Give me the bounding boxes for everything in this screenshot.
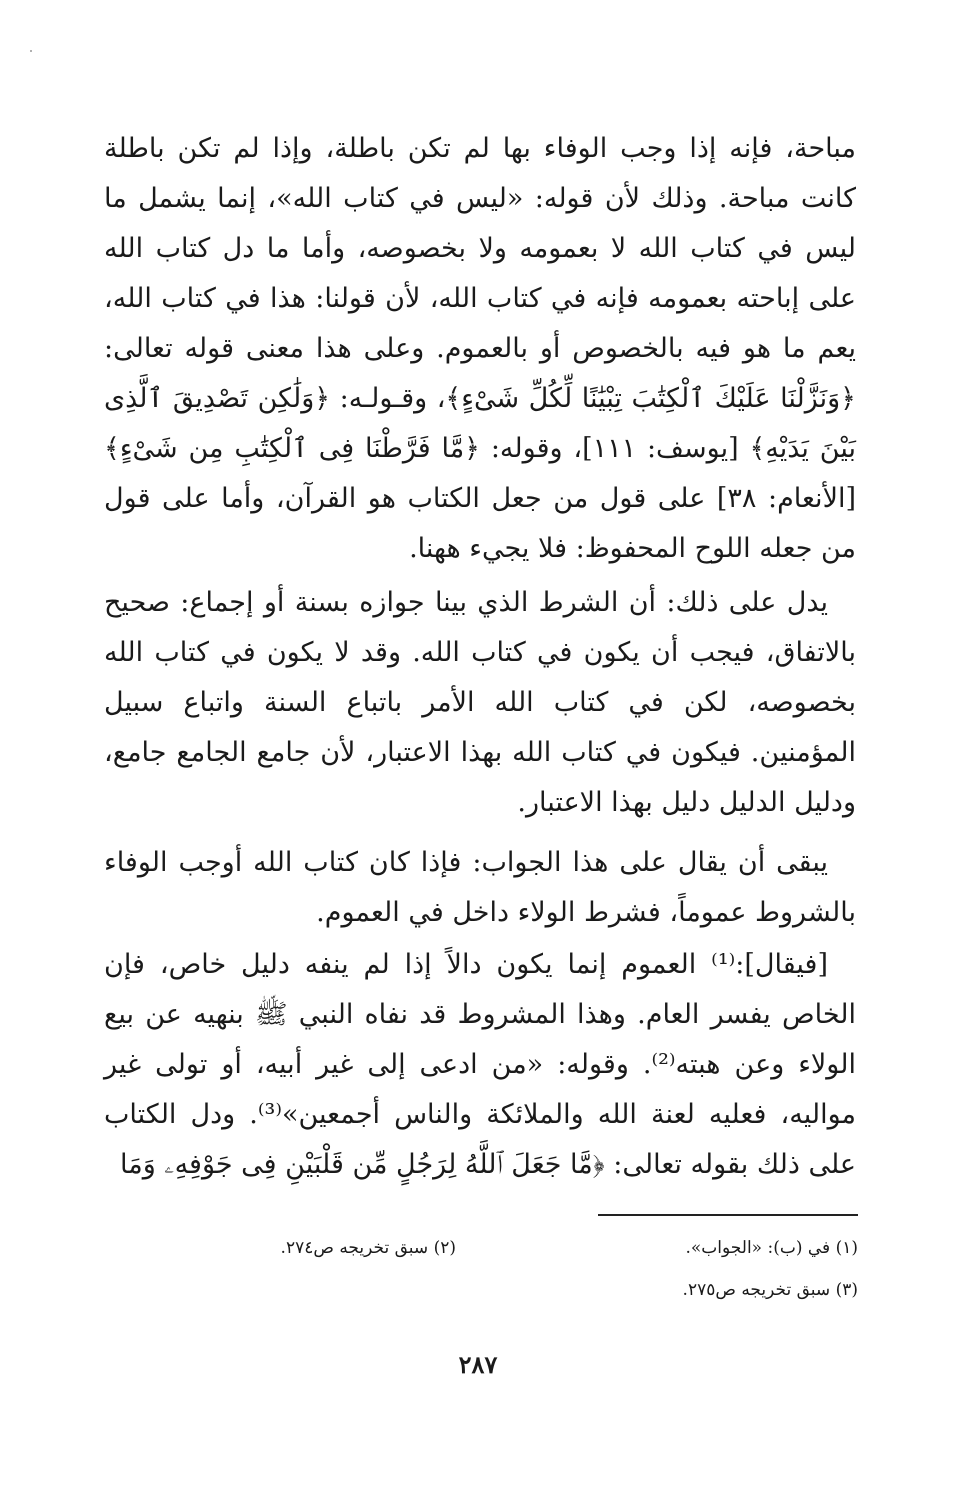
footnote-1: (١) في (ب): «الجواب». bbox=[685, 1238, 858, 1258]
paragraph-2-text: يدل على ذلك: أن الشرط الذي بينا جوازه بسنة أو إجماع: صحيح بالاتفاق، فيجب أن يكون في كتاب الله. وقد لا يكون في كتاب الله بخصوصه، لكن في كتاب الله الأمر باتباع السنة واتباع سبيل المؤمنين. فيكون في كتاب الله بهذا الاعتبار، لأن جامع الجامع جامع، ودليل الدليل دليل بهذا الاعتبار. bbox=[104, 587, 856, 818]
footnote-3: (٣) سبق تخريجه ص٢٧٥. bbox=[682, 1280, 858, 1300]
footnote-2: (٢) سبق تخريجه ص٢٧٤. bbox=[280, 1238, 456, 1258]
scan-speck bbox=[30, 50, 32, 52]
footnote-divider bbox=[598, 1214, 858, 1216]
paragraph-3-text: يبقى أن يقال على هذا الجواب: فإذا كان كتاب الله أوجب الوفاء بالشروط عموماً، فشرط الولاء داخل في العموم. bbox=[104, 847, 856, 928]
paragraph-2 bbox=[104, 578, 856, 828]
paragraph-1-text: مباحة، فإنه إذا وجب الوفاء بها لم تكن باطلة، وإذا لم تكن باطلة كانت مباحة. وذلك لأن قوله: «ليس في كتاب الله»، إنما يشمل ما ليس في كتاب الله لا بعمومه ولا بخصوصه، وأما ما دل كتاب الله على إباحته بعمومه فإنه في كتاب الله، لأن قولنا: هذا في كتاب الله، يعم ما هو فيه بالخصوص أو بالعموم. وعلى هذا معنى قوله تعالى: ﴿وَنَزَّلْنَا عَلَيْكَ ٱلْكِتَٰبَ تِبْيَٰنًا لِّكُلِّ شَىْءٍ﴾، وقـولـه: ﴿وَلَٰكِن تَصْدِيقَ ٱلَّذِى بَيْنَ يَدَيْهِ﴾ [يوسف: ١١١]، وقوله: ﴿مَّا فَرَّطْنَا فِى ٱلْكِتَٰبِ مِن شَىْءٍ﴾ [الأنعام: ٣٨] على قول من جعل الكتاب هو القرآن، وأما على قول من جعله اللوح المحفوظ: فلا يجيء ههنا. bbox=[104, 133, 856, 564]
paragraph-4 bbox=[104, 940, 856, 1190]
paragraph-4-text: [فيقال]:⁽¹⁾ العموم إنما يكون دالاً إذا لم ينفه دليل خاص، فإن الخاص يفسر العام. وهذا المشروط قد نفاه النبي ﷺ بنهيه عن بيع الولاء وعن هبته⁽²⁾. وقوله: «من ادعى إلى غير أبيه، أو تولى غير مواليه، فعليه لعنة الله والملائكة والناس أجمعين»⁽³⁾. ودل الكتاب على ذلك بقوله تعالى: ﴿مَّا جَعَلَ ٱللَّهُ لِرَجُلٍ مِّن قَلْبَيْنِ فِى جَوْفِهِۦ وَمَا bbox=[104, 949, 856, 1180]
paragraph-3 bbox=[104, 838, 856, 938]
paragraph-1 bbox=[104, 124, 856, 574]
page-number: ٢٨٧ bbox=[458, 1350, 498, 1379]
